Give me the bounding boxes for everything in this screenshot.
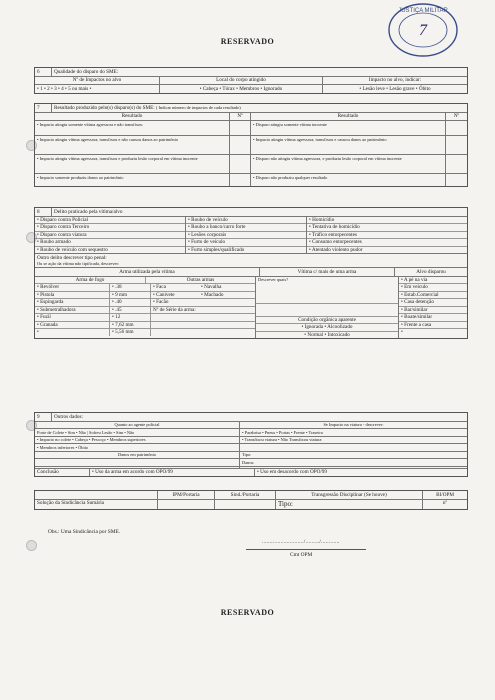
weapon-header: Arma utilizada pela vítima xyxy=(119,268,175,275)
offense-option: • Atentado violento pudor xyxy=(309,246,363,253)
other-weapon-option: • Machado xyxy=(201,291,224,298)
section-number: 6 xyxy=(37,68,40,75)
header-classification: RESERVADO xyxy=(220,37,275,46)
multi-weapon-block xyxy=(255,277,398,339)
offense-grid xyxy=(35,216,467,254)
body-part-options: • Cabeça • Tórax • Membros • Ignorado xyxy=(159,85,322,93)
offense-option: • Lesões corporais xyxy=(186,232,306,240)
target-location-option: • xyxy=(401,329,403,335)
offense-col-1 xyxy=(35,217,185,254)
signature-dots: .........................../........./............ xyxy=(262,539,340,545)
result-item: • Disparo não atingiu vítima agressora, e produziu lesão corporal em vítima inocente xyxy=(250,155,445,173)
offense-option: • Disparo contra viatura xyxy=(35,232,185,240)
col-header: IPM/Portaria xyxy=(157,491,214,499)
section-title: Resultado produzido pelo(s) disparo(s) do SME: ( Indicar número de impactos de cada resultado) xyxy=(51,104,467,112)
firearm-option: • Fuzil xyxy=(37,314,51,320)
caliber-option: • .45 xyxy=(109,307,150,314)
caliber-option: • 5,56 mm xyxy=(109,329,150,336)
offense-option: • Roubo de veículo xyxy=(186,217,306,225)
impacts-options: • 1 • 2 • 3 • 4 • 5 ou mais • xyxy=(37,85,92,92)
caliber-option: • 9 mm xyxy=(109,292,150,299)
property-damage-label: Danos em patrimônio xyxy=(117,452,157,457)
result-item: • Impacto atingiu vítima agressora, transfixou e produziu lesão corporal em vítima inocente xyxy=(37,155,198,161)
caliber-option: • .38 xyxy=(109,284,150,291)
result-item: • Impacto atingiu somente vítima agressora e não transfixou xyxy=(37,121,143,127)
result-item: • Impacto atingiu vítima agressora, transfixou e causou danos ao patrimônio xyxy=(250,136,445,154)
section-number: 7 xyxy=(37,104,40,111)
impact-location-options: • Impacto no colete • Cabeça • Pescoço • Membros superiores xyxy=(37,437,146,442)
col-header: Nº de Impactos no alvo xyxy=(72,77,122,83)
type-label: Tipo: xyxy=(239,452,467,459)
offense-option: • Furto de veículo xyxy=(186,239,306,247)
signature-line xyxy=(246,549,366,550)
multi-weapon-header: Vítima c/ mais de uma arma xyxy=(259,268,394,276)
conclusion-option: • Uso em desacordo com OPO/99 xyxy=(254,469,467,477)
section-8 xyxy=(34,207,468,339)
col-header: Transgressão Disciplinar (Se houve) xyxy=(275,491,422,499)
col-header: Impacto no alvo, indicar: xyxy=(322,77,467,85)
other-weapon-option: • Canivete xyxy=(153,291,175,298)
weapon-row xyxy=(35,292,255,300)
serial-number-label: Nº de Série da arma: xyxy=(150,307,255,314)
target-location-block xyxy=(398,277,467,339)
weapon-row xyxy=(35,314,255,322)
section-6 xyxy=(34,67,468,94)
other-weapon-option xyxy=(150,322,255,329)
section-7 xyxy=(34,103,468,187)
offense-option: • Consumo entorpecentes xyxy=(307,239,467,247)
impact-result-options: • Lesão leve • Lesão grave • Óbito xyxy=(322,85,467,93)
col-header: Resultado xyxy=(121,113,143,119)
court-stamp xyxy=(383,2,461,62)
section-title: Outros dados: xyxy=(51,413,467,421)
weapon-row xyxy=(35,284,255,292)
other-weapon-option: • Faca xyxy=(153,284,166,290)
weapon-row xyxy=(35,329,255,336)
result-item: • Impacto somente produziu danos ao patrimônio xyxy=(37,174,124,180)
footer-classification: RESERVADO xyxy=(220,608,275,617)
firearm-header: Arma de fogo xyxy=(75,276,105,283)
target-location-option: • A pé na via xyxy=(399,277,467,285)
vehicle-impact-header: Se Impacto na viatura - descrever: xyxy=(239,422,467,429)
offense-option: • Tráfico entorpecentes xyxy=(307,232,467,240)
offense-option: • Roubo a banco/carro forte xyxy=(186,224,306,232)
col-header: Nº xyxy=(445,113,467,121)
police-agent-header: Quanto ao agente policial xyxy=(114,422,160,427)
firearm-option: • xyxy=(37,329,39,335)
conclusion-option: • Uso da arma em acordo com OPO/99 xyxy=(89,469,254,477)
col-header: BI/OPM xyxy=(422,491,467,499)
target-location-option: • Casa detenção xyxy=(399,299,467,307)
section-number: 9 xyxy=(37,413,40,420)
section-title: Delito praticado pela vítima/alvo xyxy=(51,208,467,216)
summary-inquiry-label: Solução da Sindicância Sumária xyxy=(37,500,104,506)
other-offense-label: Outro delito descrever tipo penal: Ou se ação da vítima não tipificada, descrever: xyxy=(37,254,120,266)
offense-option: • Furto simples/qualificado xyxy=(188,246,245,253)
target-location-option: • Estab.Comercial xyxy=(399,292,467,300)
section-9 xyxy=(34,412,468,477)
weapons-block xyxy=(35,277,255,339)
section-number: 8 xyxy=(37,208,40,215)
offense-option: • Tentativa de homicídio xyxy=(307,224,467,232)
result-item: • Disparo atingiu somente vítima inocente xyxy=(250,121,445,135)
other-weapons-header: Outras armas xyxy=(145,277,255,284)
target-location-option: • Em veículo xyxy=(399,284,467,292)
describe-which: Descrever quais? xyxy=(256,277,398,304)
svg-text:JUSTIÇA MILITAR: JUSTIÇA MILITAR xyxy=(398,8,448,14)
type-label: Tipo: xyxy=(275,500,422,510)
condition-option: • Normal • Intoxicado xyxy=(304,331,350,338)
caliber-option: • 12 xyxy=(109,314,150,321)
weapon-row xyxy=(35,299,255,307)
conclusion-label: Conclusão xyxy=(37,469,59,475)
col-header: Nº xyxy=(229,113,250,121)
firearm-option: • Pistola xyxy=(37,291,55,298)
target-location-option: • Frente a casa xyxy=(399,322,467,330)
other-weapon-option xyxy=(150,292,255,299)
other-weapon-option xyxy=(150,329,255,336)
firearm-option: • Revólver xyxy=(37,284,60,290)
other-weapon-option: • Facão xyxy=(153,299,169,305)
other-weapon-option xyxy=(150,284,255,291)
damage-label: Danos: xyxy=(239,459,467,466)
section-10 xyxy=(34,490,468,510)
offense-option: • Disparo contra Policial xyxy=(35,217,185,225)
section-title: Qualidade do disparo do SME: xyxy=(51,68,467,76)
other-weapon-option xyxy=(150,314,255,321)
offense-option: • Homicídio xyxy=(307,217,467,225)
vehicle-transfix-options: • Transfixou viatura • Não Transfixou viatura xyxy=(239,437,467,444)
impact-location-options: • Membros inferiores • Óbito xyxy=(37,444,89,450)
firearm-option: • Espingarda xyxy=(37,299,64,305)
target-shot-header: Alvo disparou xyxy=(394,268,467,276)
svg-text:7: 7 xyxy=(419,22,427,39)
firearm-option: • Submetralhadora xyxy=(37,306,76,313)
offense-option: • Disparo contra Terceiro xyxy=(35,224,185,232)
condition-option: • Ignorada • Alcoolizado xyxy=(256,324,398,332)
offense-col-3 xyxy=(306,217,467,254)
signature-label: Cmt OPM xyxy=(290,552,313,558)
other-weapon-option xyxy=(150,299,255,306)
vehicle-part-options: • Parabrisa • Pneus • Portas • Frente • Traseira xyxy=(239,429,467,436)
col-header: Local do corpo atingido xyxy=(159,77,322,85)
result-item: • Disparo não produziu qualquer resultado xyxy=(250,174,445,186)
result-item: • Impacto atingiu vítima agressora, transfixou e não causou danos ao patrimônio xyxy=(37,136,179,142)
vest-injury-options: Porte de Colete • Sim • Não | Sofreu Lesão • Sim • Não xyxy=(37,429,135,435)
col-header: Sind./Portaria xyxy=(214,491,275,499)
weapon-row xyxy=(35,322,255,330)
target-location-option: • Bar/similar xyxy=(399,307,467,315)
weapon-row xyxy=(35,307,255,315)
number-label: nº xyxy=(422,500,467,510)
observation-note: Obs.: Uma Sindicância por SME. xyxy=(48,529,121,535)
other-weapon-option: • Navalha xyxy=(201,284,222,290)
caliber-option: • 7,62 mm xyxy=(109,322,150,329)
firearm-option: • Granada xyxy=(37,321,58,328)
offense-option: • Roubo armado xyxy=(35,239,185,247)
caliber-option: • .40 xyxy=(109,299,150,306)
col-header: Resultado xyxy=(250,113,445,121)
target-location-option: • Boate/similar xyxy=(399,314,467,322)
offense-option: • Roubo de veículo com sequestro xyxy=(37,246,108,253)
organic-condition-header: Condição orgânica aparente xyxy=(256,317,398,325)
offense-col-2 xyxy=(185,217,306,254)
